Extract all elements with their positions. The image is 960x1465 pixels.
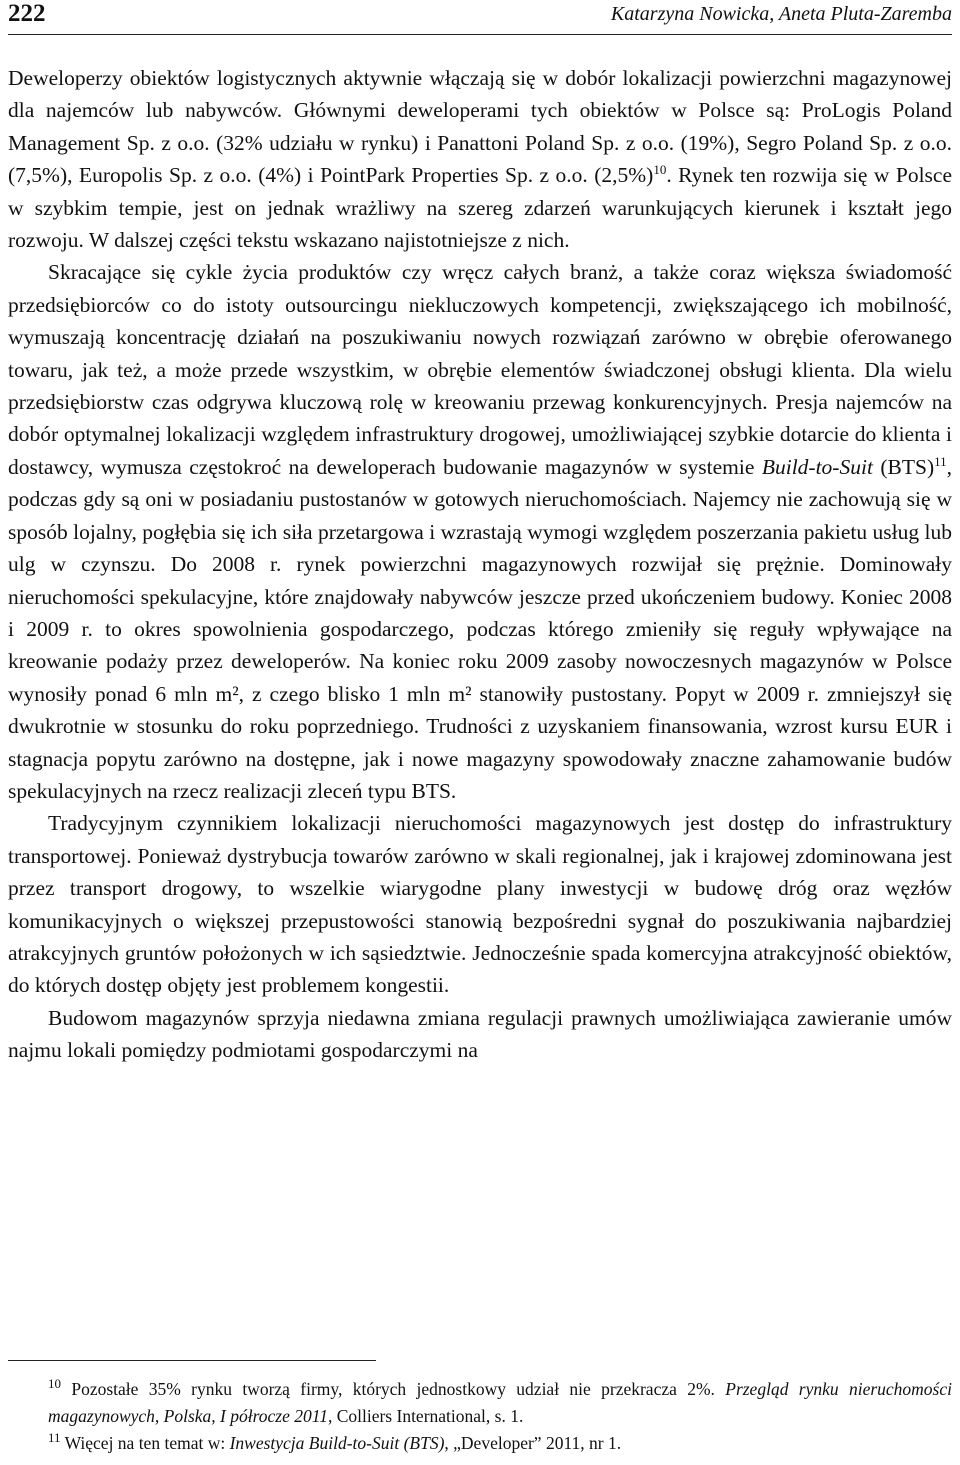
- paragraph-2-text-cont: (BTS): [872, 454, 935, 479]
- footnote-11-source-title: Inwestycja Build-to-Suit (BTS): [229, 1433, 445, 1453]
- paragraph-1: [8, 62, 952, 256]
- footnotes: [8, 1376, 952, 1457]
- footnote-11-text: Więcej na ten temat w:: [60, 1433, 230, 1453]
- paragraph-2-italic-term: Build-to-Suit: [761, 454, 873, 479]
- page-header: [8, 0, 952, 35]
- body-text: [8, 62, 952, 1067]
- footnote-ref-10[interactable]: 10: [653, 162, 667, 178]
- paragraph-4: Budowom magazynów sprzyja niedawna zmiana regulacji prawnych umożliwiająca zawieranie umów najmu lokali pomiędzy podmiotami gospodarczymi na: [8, 1005, 952, 1063]
- running-head: Katarzyna Nowicka, Aneta Pluta-Zaremba: [610, 3, 952, 25]
- paragraph-2: [8, 256, 952, 807]
- footnote-10: [8, 1376, 952, 1430]
- footnote-11-mark: 11: [48, 1430, 61, 1446]
- footnote-10-source-title: Przegląd rynku nieruchomości magazynowych, Polska, I półrocze 2011: [48, 1379, 952, 1426]
- paragraph-1-text: Deweloperzy obiektów logistycznych aktywnie włączają się w dobór lokalizacji powierzchni magazynowej dla najemców lub nabywców. Głównymi deweloperami tych obiektów w Polsce są: ProLogis Poland Management Sp. z o.o. (32% udziału w rynku) i Panattoni Poland Sp. z o.o. (19%), Segro Poland Sp. z o.o. (7,5%), Europolis Sp. z o.o. (4%) i PointPark Properties Sp. z o.o. (2,5%): [8, 66, 952, 188]
- page-number: 222: [8, 0, 46, 27]
- footnote-11-source: , „Developer” 2011, nr 1.: [444, 1433, 622, 1453]
- paragraph-3: Tradycyjnym czynnikiem lokalizacji nieruchomości magazynowych jest dostęp do infrastruktury transportowej. Ponieważ dystrybucja towarów zarówno w skali regionalnej, jak i krajowej zdominowana jest przez transport drogowy, to wszelkie wiarygodne plany inwestycji w budowę dróg oraz węzłów komunikacyjnych o większej przepustowości stanowią bezpośredni sygnał do poszukiwania najbardziej atrakcyjnych gruntów położonych w ich sąsiedztwie. Jednocześnie spada komercyjna atrakcyjność obiektów, do których dostęp objęty jest problemem kongestii.: [8, 811, 952, 998]
- paragraph-1-text-cont: . Rynek ten rozwija się w Polsce w szybkim tempie, jest on jednak wrażliwy na szereg zdarzeń warunkujących kierunek i kształt jego rozwoju. W dalszej części tekstu wskazano najistotniejsze z nich.: [8, 163, 952, 253]
- footnote-10-mark: 10: [48, 1376, 61, 1392]
- footnote-11: [8, 1430, 952, 1457]
- footnote-ref-11[interactable]: 11: [934, 453, 947, 469]
- paragraph-2-text: Skracające się cykle życia produktów czy wręcz całych branż, a także coraz większa świadomość przedsiębiorców co do istoty outsourcingu niekluczowych kompetencji, zwiększającego ich mobilność, wymuszają koncentrację działań na poszukiwaniu nowych rozwiązań zarówno w obrębie oferowanego towaru, jak też, a może przede wszystkim, w obrębie elementów świadczonej obsługi klienta. Dla wielu przedsiębiorstw czas odgrywa kluczową rolę w kreowaniu przewag konkurencyjnych. Presja najemców na dobór optymalnej lokalizacji względem infrastruktury drogowej, umożliwiającej szybkie dotarcie do klienta i dostawcy, wymusza częstokroć na deweloperach budowanie magazynów w systemie: [8, 260, 952, 479]
- footnote-10-text: Pozostałe 35% rynku tworzą firmy, których jednostkowy udział nie przekracza 2%.: [61, 1379, 726, 1399]
- footnote-divider: [8, 1360, 376, 1361]
- paragraph-2-text-end: , podczas gdy są oni w posiadaniu pustostanów w gotowych nieruchomościach. Najemcy nie zachowują się w sposób lojalny, pogłębia się ich siła przetargowa i wzrastają wymogi względem poszerzania pakietu usług lub ulg w czynszu. Do 2008 r. rynek powierzchni magazynowych rozwijał się prężnie. Dominowały nieruchomości spekulacyjne, które znajdowały nabywców jeszcze przed ukończeniem budowy. Koniec 2008 i 2009 r. to okres spowolnienia gospodarczego, podczas którego zmieniły się reguły wpływające na kreowanie podaży przez deweloperów. Na koniec roku 2009 zasoby nowoczesnych magazynów w Polsce wynosiły ponad 6 mln m², z czego blisko 1 mln m² stanowiły pustostany. Popyt w 2009 r. zmniejszył się dwukrotnie w stosunku do roku poprzedniego. Trudności z uzyskaniem finansowania, wzrost kursu EUR i stagnacja popytu zarówno na dostępne, jak i nowe magazyny spowodowały znaczne zahamowanie budów spekulacyjnych na rzecz realizacji zleceń typu BTS.: [8, 454, 953, 803]
- footnote-10-source: , Colliers International, s. 1.: [327, 1406, 524, 1426]
